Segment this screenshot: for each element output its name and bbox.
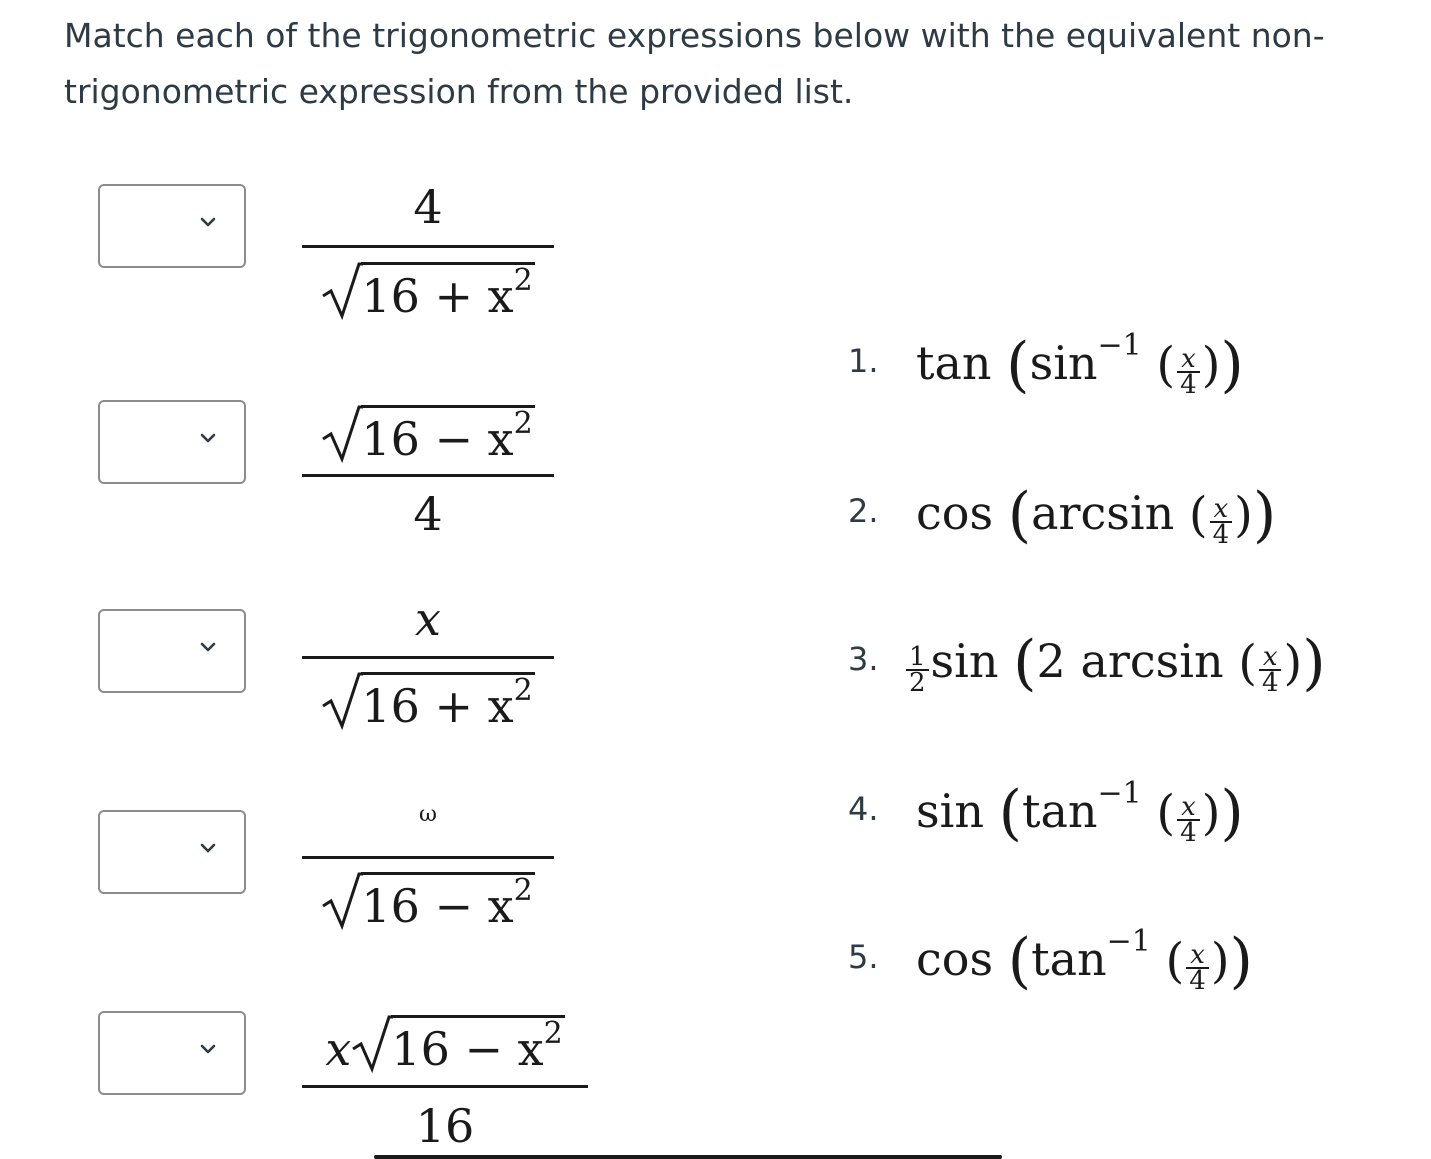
outer-function: sin	[916, 784, 984, 838]
divider-line	[374, 1155, 1002, 1159]
radicand: 16 + x	[361, 269, 514, 323]
exponent: 2	[513, 673, 533, 708]
instructions-text: Match each of the trigonometric expressions below with the equivalent non-trigonometric expression from the provided list.	[64, 16, 1325, 111]
option-index: 5.	[848, 938, 879, 976]
denominator	[302, 872, 554, 933]
outer-function: cos	[916, 932, 994, 986]
radicand: 16 − x	[391, 1022, 544, 1076]
chevron-down-icon	[200, 214, 216, 230]
chevron-down-icon	[200, 430, 216, 446]
argument-numerator: x	[1177, 347, 1200, 373]
denominator	[302, 262, 554, 323]
expression-2	[302, 395, 554, 545]
argument-denominator: 4	[1212, 520, 1230, 550]
numerator	[302, 405, 554, 466]
numerator: ω	[419, 802, 437, 827]
outer-function: tan	[916, 336, 992, 390]
argument-fraction	[1186, 940, 1209, 996]
fraction-bar	[302, 856, 554, 859]
answer-dropdown-3[interactable]	[98, 609, 246, 693]
square-root	[321, 672, 534, 733]
option-index: 1.	[848, 342, 879, 380]
expression-3	[302, 580, 554, 740]
fraction-bar	[302, 656, 554, 659]
inner-function: tan	[1022, 784, 1098, 838]
fraction-bar	[302, 245, 554, 248]
option-expression: $\cos (\tan^{-1}$ ( $\frac{x}{4}$ ))	[916, 924, 1253, 996]
denominator: 16	[415, 1099, 475, 1153]
radicand: 16 − x	[361, 879, 514, 933]
answer-dropdown-5[interactable]	[98, 1011, 246, 1095]
argument-denominator: 4	[1180, 370, 1197, 400]
argument-numerator: x	[1210, 497, 1233, 523]
option-expression: $\sin (\tan^{-1}$ ( $\frac{x}{4}$ ))	[916, 776, 1244, 848]
argument-fraction	[1259, 642, 1282, 698]
inverse-exponent: −1	[1097, 776, 1142, 811]
square-root	[321, 872, 534, 933]
square-root	[321, 405, 534, 466]
argument-denominator: 4	[1189, 966, 1206, 996]
half-denominator: 2	[909, 668, 926, 698]
answer-dropdown-2[interactable]	[98, 400, 246, 484]
option-expression: $\frac{1}{2}$ sin (2 arcsin ( $\frac{x}{4}$ ))	[904, 628, 1326, 698]
inner-function: arcsin	[1080, 634, 1224, 688]
argument-numerator: x	[1177, 795, 1200, 821]
expression-5	[302, 1005, 588, 1155]
answer-dropdown-1[interactable]	[98, 184, 246, 268]
inner-function: tan	[1031, 932, 1107, 986]
outer-function: cos	[916, 486, 994, 540]
inverse-exponent: −1	[1106, 924, 1151, 959]
numerator: x	[415, 592, 441, 646]
expression-1	[302, 170, 554, 330]
argument-denominator: 4	[1180, 818, 1197, 848]
option-expression: cos (arcsin ( $\frac{x}{4}$ ))	[916, 480, 1277, 550]
answer-dropdown-4[interactable]	[98, 810, 246, 894]
fraction-bar	[302, 474, 554, 477]
square-root	[321, 262, 534, 323]
numerator-prefix: x	[325, 1022, 352, 1076]
chevron-down-icon	[200, 1041, 216, 1057]
argument-fraction	[1210, 494, 1233, 550]
half-fraction	[906, 642, 929, 698]
argument-fraction	[1177, 344, 1200, 400]
radicand: 16 − x	[361, 412, 514, 466]
chevron-down-icon	[200, 840, 216, 856]
inner-function: sin	[1029, 336, 1098, 390]
exponent: 2	[513, 873, 533, 908]
fraction-bar	[302, 1085, 588, 1088]
denominator: 4	[413, 487, 443, 541]
denominator	[302, 672, 554, 733]
argument-fraction	[1177, 792, 1200, 848]
numerator: 4	[413, 180, 443, 234]
coefficient: 2	[1036, 634, 1066, 688]
numerator	[302, 1015, 588, 1076]
inner-function: arcsin	[1031, 486, 1175, 540]
radicand: 16 + x	[361, 679, 514, 733]
exponent: 2	[513, 406, 533, 441]
argument-numerator: x	[1186, 943, 1209, 969]
inverse-exponent: −1	[1097, 328, 1142, 363]
argument-numerator: x	[1259, 645, 1282, 671]
exponent: 2	[513, 263, 533, 298]
option-expression: $\tan (\sin^{-1}$ ( $\frac{x}{4}$ ))	[916, 328, 1244, 400]
exponent: 2	[543, 1016, 563, 1051]
option-index: 3.	[848, 640, 879, 678]
chevron-down-icon	[200, 639, 216, 655]
option-index: 2.	[848, 492, 879, 530]
square-root	[351, 1015, 564, 1076]
outer-function: sin	[930, 634, 999, 688]
expression-4	[302, 790, 554, 950]
argument-denominator: 4	[1261, 668, 1279, 698]
half-numerator: 1	[906, 645, 929, 671]
option-index: 4.	[848, 790, 879, 828]
